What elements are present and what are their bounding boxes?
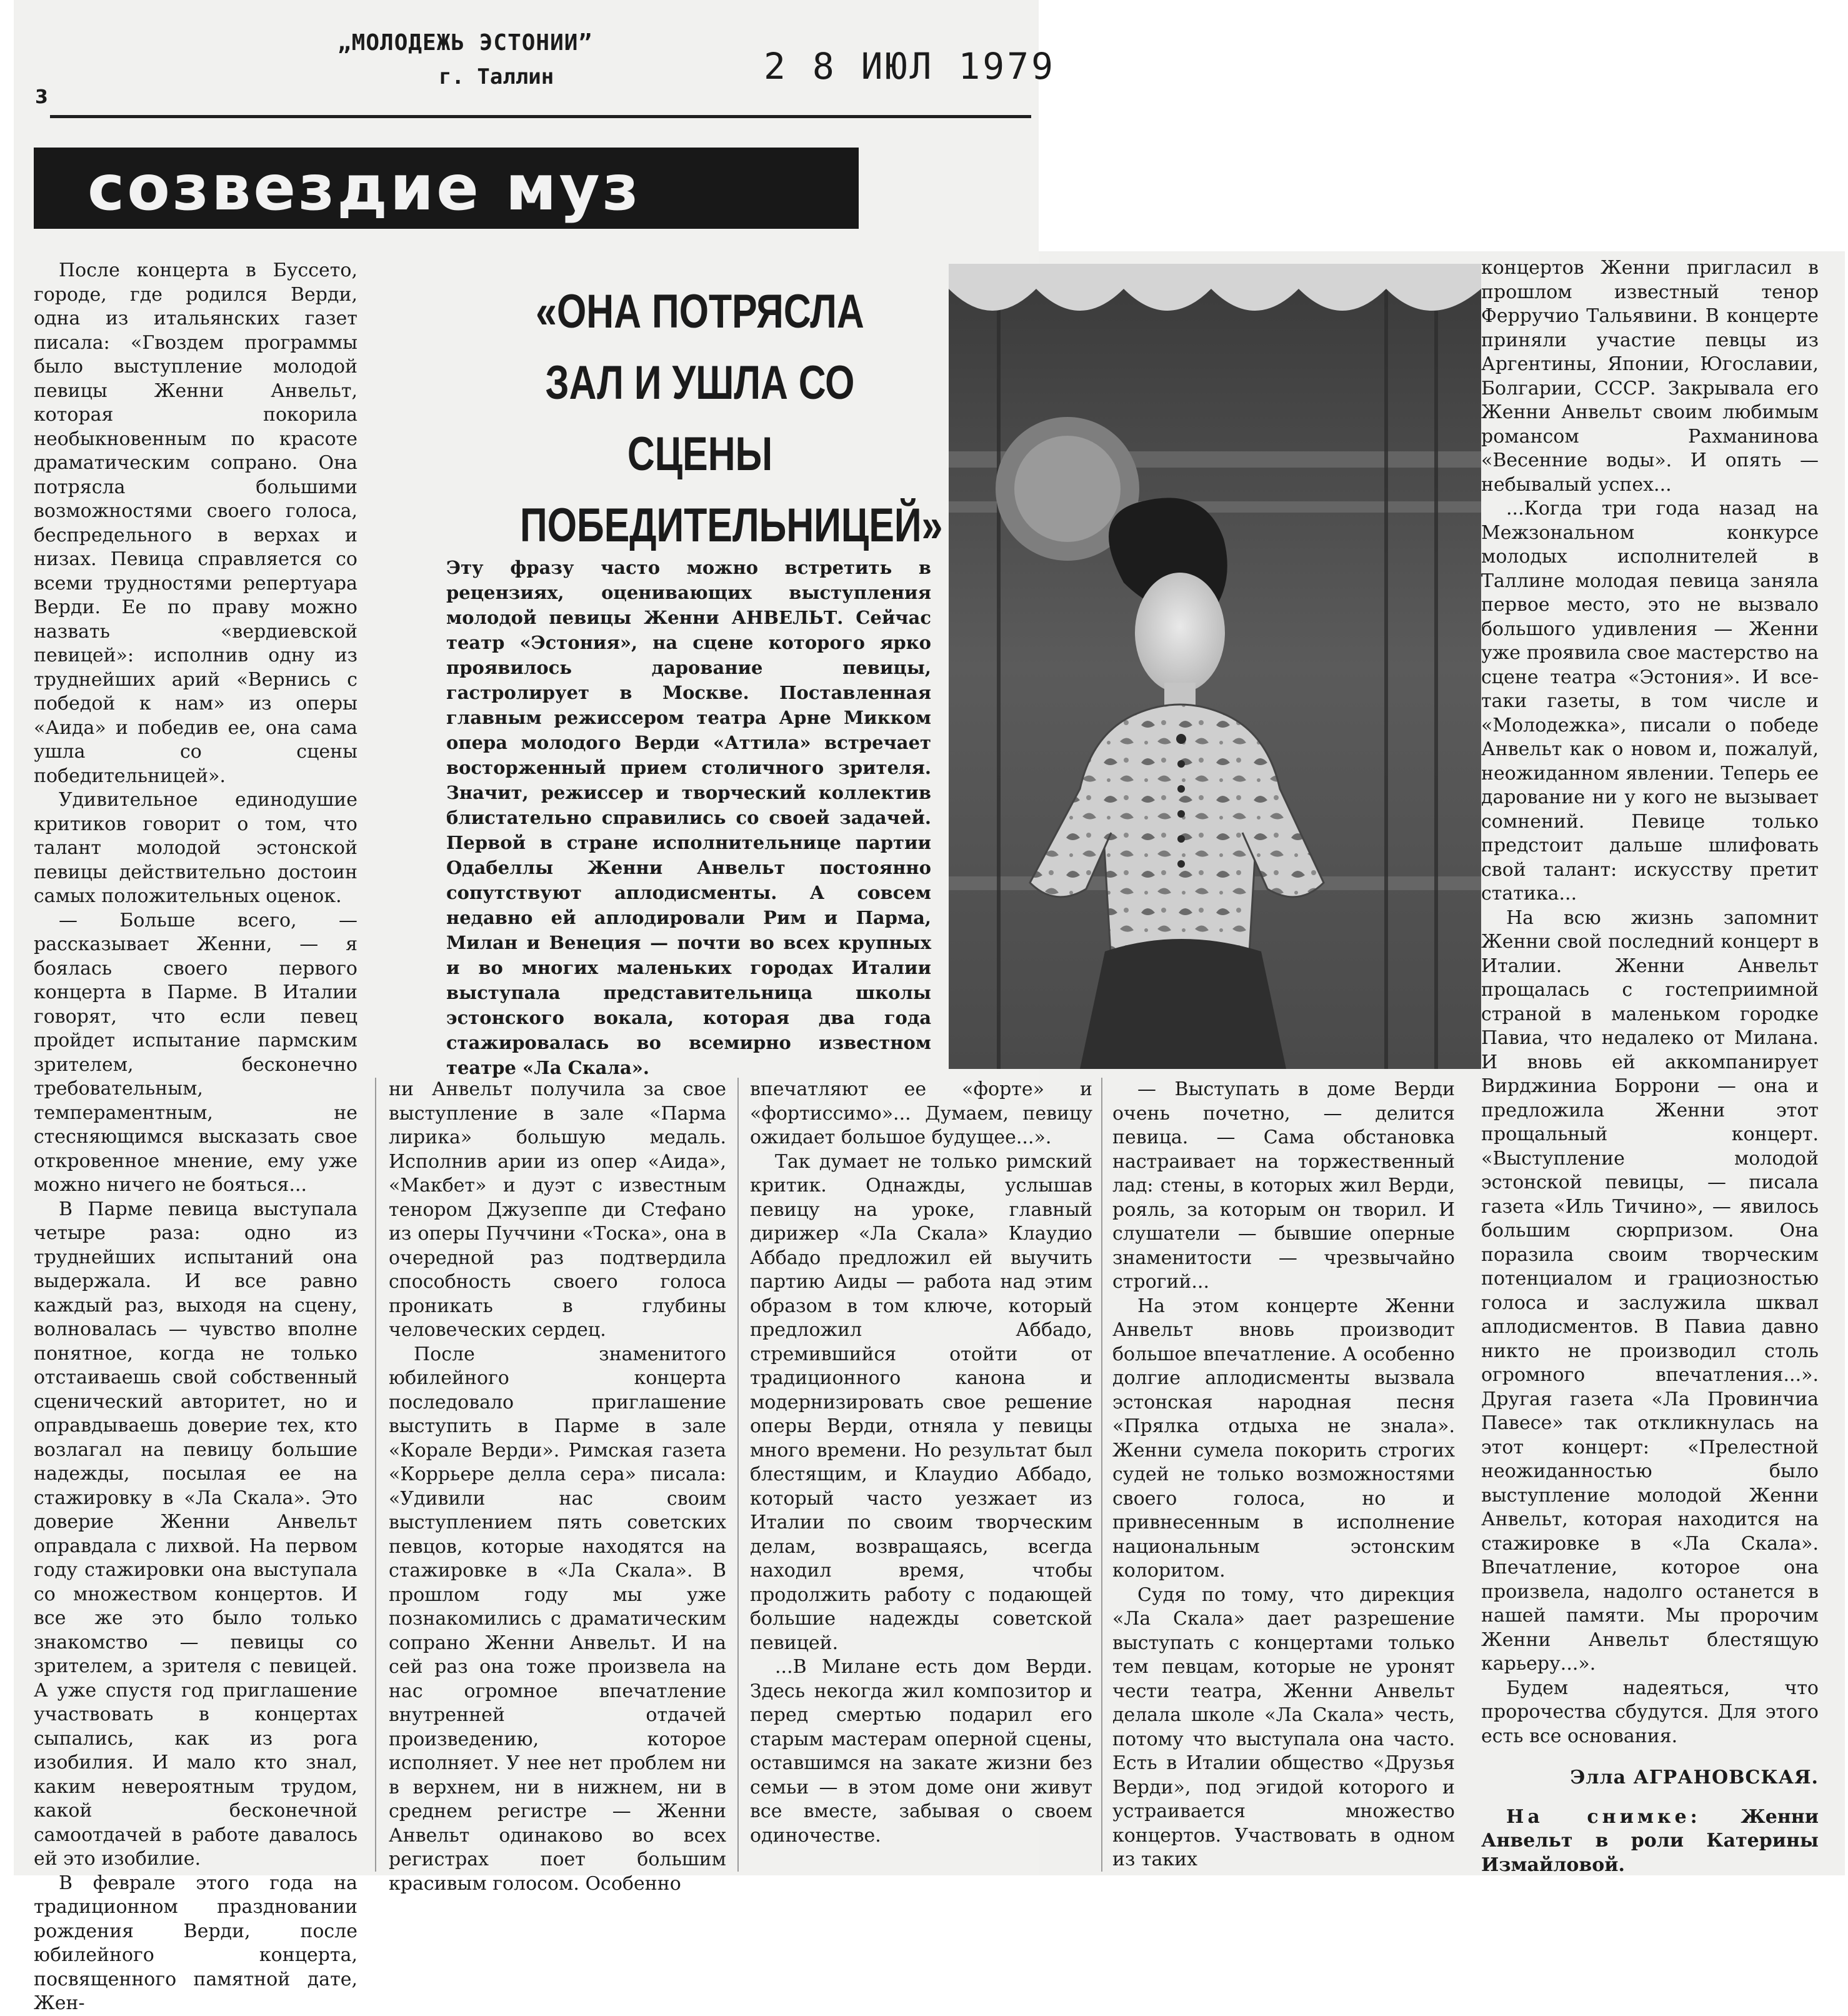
photo-caption bbox=[1481, 1805, 1819, 1878]
caption-text: Женни Анвельт в роли Катерины Измайловой. bbox=[1481, 1805, 1819, 1876]
article-column-3 bbox=[750, 1078, 1092, 1848]
date-stamp: 2 8 ИЮЛ 1979 bbox=[764, 45, 1056, 88]
rubric-title: созвездие муз bbox=[87, 151, 641, 224]
paragraph: — Больше всего, — рассказывает Женни, — я боялась своего первого концерта в Парме. В Италии говорят, что если певец пройдет испытание пармским зрителем, бесконечно требовательным, темпераментным, не стесняющимся высказать свое откровенное мнение, ему уже можно ничего не бояться... bbox=[34, 909, 357, 1196]
column-separator bbox=[1101, 1078, 1102, 1872]
article-photo bbox=[949, 264, 1481, 1069]
column-separator bbox=[737, 1078, 739, 1872]
paragraph: ...В Милане есть дом Верди. Здесь некогда жил композитор и перед смертью подарил его старым мастерам оперной сцены, оставшимся на закате жизни без семьи — в этом доме они живут все вместе, забывая о своем одиночестве. bbox=[750, 1656, 1092, 1847]
paragraph: После концерта в Буссето, городе, где родился Верди, одна из итальянских газет писала: «Гвоздем программы было выступление молодой певицы Женни Анвельт, которая покорила необыкновенным по красоте драматическим сопрано. Она потрясла большими возможностями своего голоса, беспредельного в верхах и низах. Певица справляется со всеми трудностями репертуара Верди. Ее по праву можно назвать «вердиевской певицей»: исполнив одну из труднейших арий «Вернись с победой к нам» из оперы «Аида» и победив ее, она сама ушла со сцены победительницей». bbox=[34, 259, 357, 787]
paragraph: Так думает не только римский критик. Однажды, услышав певицу на уроке, главный дирижер «Ла Скала» Клаудио Аббадо предложил ей выучить партию Аиды — работа над этим образом в том ключе, который предложил Аббадо, стремившийся отойти от традиционного канона и модернизировать свое решение оперы Верди, отняла у певицы много времени. Но результат был блестящим, и Клаудио Аббадо, который часто уезжает из Италии по своим творческим делам, возвращаясь, всегда находил время, чтобы продолжить работу с подающей большие надежды советской певицей. bbox=[750, 1150, 1092, 1654]
city-stamp: г. Таллин bbox=[439, 64, 554, 89]
paragraph: После знаменитого юбилейного концерта последовало приглашение выступить в Парме в зале «Корале Верди». Римская газета «Коррьере делла сера» писала: «Удивили нас своим выступлением пять советских певцов, которые находятся на стажировке в «Ла Скала». В прошлом году мы уже познакомились с драматическим сопрано Женни Анвельт. И на сей раз она тоже произвела на нас огромное впечатление внутренней отдачей произведению, которое исполняет. У нее нет проблем ни в верхнем, ни в нижнем, ни в среднем регистре — Женни Анвельт одинаково во всех регистрах поет большим красивым голосом. Особенно bbox=[389, 1343, 726, 1895]
paragraph: впечатляют ее «форте» и «фортиссимо»... Думаем, певицу ожидает большое будущее...». bbox=[750, 1078, 1092, 1148]
paragraph: Судя по тому, что дирекция «Ла Скала» дает разрешение выступать с концертами только тем певцам, которые не уронят чести театра, Женни Анвельт делала школе «Ла Скала» честь, потому что выступала она часто. Есть в Италии общество «Друзья Верди», под эгидой которого и устраивается множество концертов. Участвовать в одном из таких bbox=[1112, 1583, 1455, 1870]
paragraph: ...Когда три года назад на Межзональном конкурсе молодых исполнителей в Таллине молодая певица заняла первое место, это не вызвало большого удивления — Женни уже проявила свое мастерство на сцене театра «Эстония». И все-таки газеты, в том числе и «Молодежка», писали о победе Анвельт как о новом и, пожалуй, неожиданном явлении. Теперь ее дарование ни у кого не вызывает сомнений. Певице только предстоит дальше шлифовать свой талант: искусству претит статика... bbox=[1481, 498, 1819, 905]
paragraph: концертов Женни пригласил в прошлом известный тенор Ферручио Тальявини. В концерте приняли участие певцы из Аргентины, Японии, Югославии, Болгарии, СССР. Закрывала его Женни Анвельт своим любимым романсом Рахманинова «Весенние воды». И опять — небывалый успех... bbox=[1481, 257, 1819, 496]
paragraph: ни Анвельт получила за свое выступление в зале «Парма лирика» большую медаль. Исполнив арии из опер «Аида», «Макбет» и дуэт с известным тенором Джузеппе ди Стефано из оперы Пуччини «Тоска», она в очередной раз подтвердила способность своего голоса проникать в глубины человеческих сердец. bbox=[389, 1078, 726, 1341]
caption-label: На снимке: bbox=[1506, 1805, 1701, 1828]
article-headline: «ОНА ПОТРЯСЛА ЗАЛ И УШЛА СО СЦЕНЫ ПОБЕДИТЕЛЬНИЦЕЙ» bbox=[520, 285, 943, 552]
paragraph: В Парме певица выступала четыре раза: одно из труднейших испытаний она выдержала. И все равно каждый раз, выходя на сцену, волновалась — чувство вполне понятное, когда не только отстаиваешь свой собственный сценический авторитет, но и оправдываешь доверие тех, кто возлагал на певицу большие надежды, посылая ее на стажировку в «Ла Скала». Это доверие Женни Анвельт оправдала с лихвой. На первом году стажировки она выступала со множеством концертов. И все же это было только знакомство — певицы со зрителем, а зрителя с певицей. А уже спустя год приглашение участвовать в концертах сыпались, как из рога изобилия. И мало кто знал, каким невероятным трудом, какой бесконечной самоотдачей в работе давалось ей это изобилие. bbox=[34, 1198, 357, 1870]
article-column-2 bbox=[389, 1078, 726, 1896]
paragraph: На всю жизнь запомнит Женни свой последний концерт в Италии. Женни Анвельт прощалась с гостеприимной страной в маленьком городке Павиа, что недалеко от Милана. И вновь ей аккомпанирует Вирджиниа Боррони — она и предложила Женни этот прощальный концерт. «Выступление молодой эстонской певицы, — писала газета «Иль Тичино», — явилось большим сюрпризом. Она поразила своим творческим потенциалом и грациозностью голоса и заслужила шквал аплодисментов. В Павиа давно никто не производил столь огромного впечатления...». Другая газета «Ла Провинчиа Павесе» так откликнулась на этот концерт: «Прелестной неожиданностью было выступление молодой Женни Анвельт, которая находится на стажировке в «Ла Скала». Впечатление, которое она произвела, надолго останется в нашей памяти. Мы пророчим Женни Анвельт блестящую карьеру...». bbox=[1481, 906, 1819, 1675]
column-separator bbox=[375, 1078, 376, 1872]
page-number-mark: 3 bbox=[35, 86, 48, 108]
paragraph: Будем надеяться, что пророчества сбудутся. Для этого есть все основания. bbox=[1481, 1677, 1819, 1747]
author-signature: Элла АГРАНОВСКАЯ. bbox=[1570, 1767, 1819, 1788]
newspaper-name-stamp: „МОЛОДЕЖЬ ЭСТОНИИ” bbox=[337, 30, 593, 56]
article-column-4 bbox=[1112, 1078, 1455, 1872]
paragraph: На этом концерте Женни Анвельт вновь производит большое впечатление. А особенно долгие аплодисменты вызвала эстонская народная песня «Прялка отдыха не знала». Женни сумела покорить строгих судей не только возможностями своего голоса, но и привнесенным в исполнение национальным эстонским колоритом. bbox=[1112, 1295, 1455, 1582]
article-lead: Эту фразу часто можно встретить в рецензиях, оценивающих выступления молодой певицы Женни АНВЕЛЬТ. Сейчас театр «Эстония», на сцене которого ярко проявилось дарование певицы, гастролирует в Москве. Поставленная главным режиссером театра Арне Миккoм опера молодого Верди «Аттила» встречает восторженный прием столичного зрителя. Значит, режиссер и творческий коллектив блистательно справились со своей задачей. Первой в стране исполнительнице партии Одабеллы Женни Анвельт постоянно сопутствуют аплодисменты. А совсем недавно ей аплодировали Рим и Парма, Милан и Венеция — почти во всех крупных и во многих маленьких городах Италии выступала представительница школы эстонского вокала, которая два года стажировалась во всемирно известном театре «Ла Скала». bbox=[446, 557, 931, 1078]
paragraph: Удивительное единодушие критиков говорит о том, что талант молодой эстонской певицы действительно достоин самых положительных оценок. bbox=[34, 789, 357, 907]
paragraph: В феврале этого года на традиционном праздновании рождения Верди, после юбилейного концерта, посвященного памятной дате, Жен- bbox=[34, 1872, 357, 2014]
article-column-1 bbox=[34, 259, 357, 2016]
header-rule bbox=[50, 115, 1031, 118]
paragraph: — Выступать в доме Верди очень почетно, — делится певица. — Сама обстановка настраивает на торжественный лад: стены, в которых жил Верди, рояль, за которым он творил. И слушатели — бывшие оперные знаменитости — чрезвычайно строгий... bbox=[1112, 1078, 1455, 1293]
article-column-5 bbox=[1481, 256, 1819, 1877]
